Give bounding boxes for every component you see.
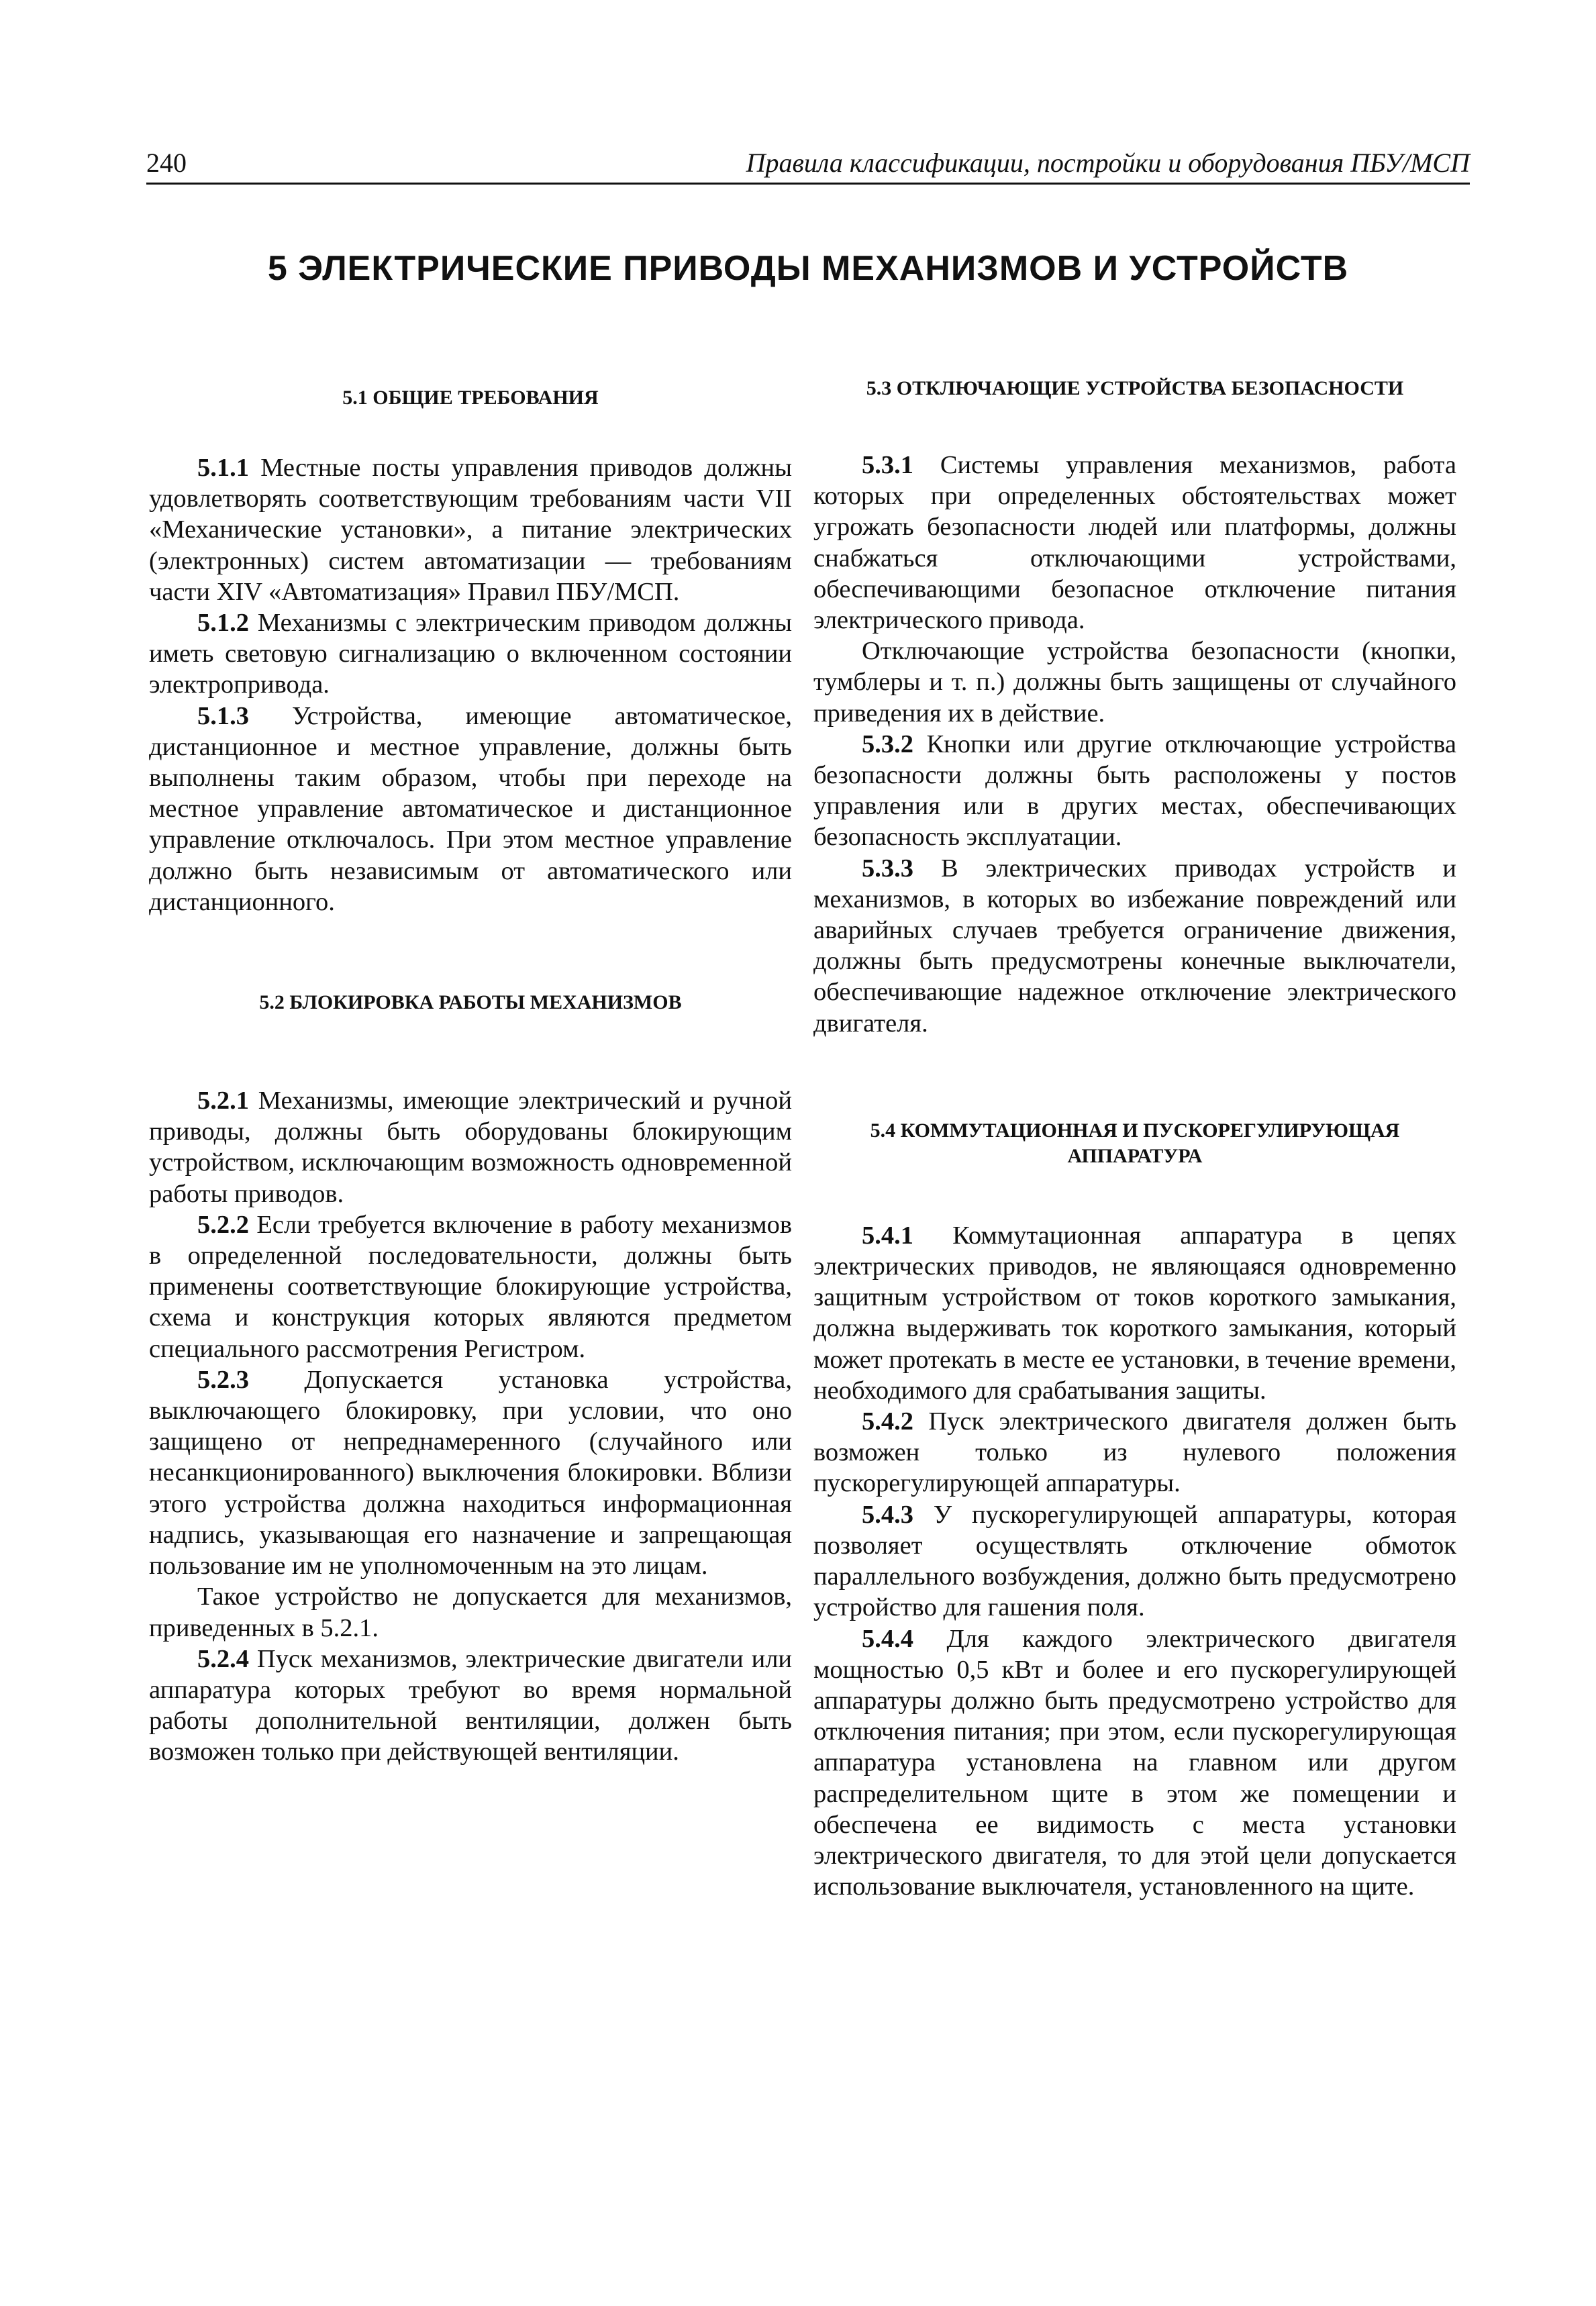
paragraph-5-2-4 (149, 1644, 792, 1768)
clause-text: Отключающие устройства безопасности (кнопки, тумблеры и т. п.) должны быть защищены от случайного приведения их в действие. (813, 637, 1456, 728)
clause-text: Местные посты управления приводов должны удовлетворять соответствующим требованиям части VII «Механические установки», а питание электрических (электронных) систем автоматизации — требованиям части XIV «Автоматизация» Правил ПБУ/МСП. (149, 454, 792, 606)
clause-number: 5.1.1 (197, 454, 249, 482)
paragraph-5-1-3 (149, 701, 792, 917)
paragraph-5-2-1 (149, 1085, 792, 1209)
paragraph-5-4-1 (813, 1220, 1456, 1406)
paragraph-5-3-1-note (813, 636, 1456, 729)
paragraph-5-2-3-note (149, 1581, 792, 1643)
clause-number: 5.4.1 (862, 1221, 913, 1250)
clause-number: 5.2.3 (197, 1365, 249, 1394)
clause-number: 5.2.4 (197, 1644, 249, 1673)
paragraph-5-2-2 (149, 1209, 792, 1364)
clause-number: 5.4.2 (862, 1407, 913, 1436)
page-number: 240 (146, 148, 187, 178)
clause-number: 5.3.2 (862, 730, 913, 758)
clause-number: 5.1.3 (197, 701, 249, 730)
clause-text: Кнопки или другие отключающие устройства безопасности должны быть расположены у постов управления или в других местах, обеспечивающих безопасность эксплуатации. (813, 730, 1456, 852)
section-heading-5-4 (813, 1118, 1456, 1169)
clause-text: Пуск механизмов, электрические двигатели или аппаратура которых требуют во время нормальной работы дополнительной вентиляции, должен быть возможен только при действующей вентиляции. (149, 1644, 793, 1766)
section-heading-5-1: 5.1 ОБЩИЕ ТРЕБОВАНИЯ (342, 387, 599, 409)
clause-text: Коммутационная аппаратура в цепях электрических приводов, не являющаяся одновременно защитным устройством от токов короткого замыкания, должна выдерживать ток короткого замыкания, который может протекать в месте ее установки, в течение времени, необходимого для срабатывания защиты. (813, 1221, 1457, 1405)
paragraph-5-1-1 (149, 452, 792, 607)
clause-text: У пускорегулирующей аппаратуры, которая позволяет осуществлять отключение обмоток параллельного возбуждения, должно быть предусмотрено устройство для гашения поля. (813, 1500, 1456, 1622)
clause-text: В электрических приводах устройств и механизмов, в которых во избежание повреждений или аварийных случаев требуется ограничение движения, должны быть предусмотрены конечные выключатели, обеспечивающие надежное отключение электрического двигателя. (813, 854, 1456, 1038)
clause-number: 5.4.4 (862, 1624, 913, 1653)
clause-text: Механизмы, имеющие электрический и ручной приводы, должны быть оборудованы блокирующим устройством, исключающим возможность одновременной работы приводов. (149, 1087, 792, 1208)
clause-text: Для каждого электрического двигателя мощностью 0,5 кВт и более и его пускорегулирующей аппаратуры должно быть предусмотрено устройство для отключения питания; при этом, если пускорегулирующая аппаратура установлена на главном или другом распределительном щите в этом же помещении и обеспечена ее видимость с места установки электрического двигателя, то для этой цели допускается использование выключателя, установленного на щите. (813, 1624, 1456, 1901)
left-column (149, 376, 792, 1768)
paragraph-5-2-3 (149, 1364, 792, 1581)
clause-text: Устройства, имеющие автоматическое, дистанционное и местное управление, должны быть выполнены таким образом, чтобы при переходе на местное управление автоматическое и дистанционное управление отключалось. При этом местное управление должно быть независимым от автоматического или дистанционного. (149, 701, 793, 916)
section-heading-5-4-line1: 5.4 КОММУТАЦИОННАЯ И ПУСКОРЕГУЛИРУЮЩАЯ (870, 1119, 1400, 1142)
clause-text: Пуск электрического двигателя должен быть возможен только из нулевого положения пускорегулирующей аппаратуры. (813, 1407, 1457, 1498)
running-header (146, 141, 1470, 185)
clause-number: 5.4.3 (862, 1500, 913, 1529)
paragraph-5-3-2 (813, 729, 1456, 853)
clause-text: Системы управления механизмов, работа которых при определенных обстоятельствах может угрожать безопасности людей или платформы, должны снабжаться отключающими устройствами, обеспечивающими безопасное отключение питания электрического привода. (813, 451, 1456, 635)
paragraph-5-3-1 (813, 450, 1456, 636)
running-title: Правила классификации, постройки и оборудования ПБУ/МСП (746, 148, 1470, 178)
clause-number: 5.2.1 (197, 1087, 249, 1115)
right-column (813, 376, 1456, 1902)
clause-text: Допускается установка устройства, выключающего блокировку, при условии, что оно защищено от непреднамеренного (случайного или несанкционированного) выключения блокировки. Вблизи этого устройства должна находиться информационная надпись, указывающая его назначение и запрещающая пользование им не уполномоченным на это лицам. (149, 1365, 793, 1581)
clause-text: Такое устройство не допускается для механизмов, приведенных в 5.2.1. (149, 1583, 792, 1642)
clause-number: 5.1.2 (197, 609, 249, 638)
clause-number: 5.3.3 (862, 854, 913, 883)
paragraph-5-4-3 (813, 1499, 1456, 1623)
paragraph-5-4-2 (813, 1406, 1456, 1499)
section-heading-5-2: 5.2 БЛОКИРОВКА РАБОТЫ МЕХАНИЗМОВ (259, 991, 682, 1014)
section-heading-5-3: 5.3 ОТКЛЮЧАЮЩИЕ УСТРОЙСТВА БЕЗОПАСНОСТИ (866, 377, 1404, 399)
clause-number: 5.2.2 (197, 1210, 249, 1239)
paragraph-5-3-3 (813, 853, 1456, 1039)
paragraph-5-1-2 (149, 607, 792, 701)
clause-text: Механизмы с электрическим приводом должны иметь световую сигнализацию о включенном состоянии электропривода. (149, 609, 792, 699)
chapter-title: 5 ЭЛЕКТРИЧЕСКИЕ ПРИВОДЫ МЕХАНИЗМОВ И УСТРОЙСТВ (267, 249, 1349, 288)
section-heading-5-4-line2: АППАРАТУРА (1067, 1144, 1203, 1167)
clause-text: Если требуется включение в работу механизмов в определенной последовательности, должны быть применены соответствующие блокирующие устройства, схема и конструкция которых являются предметом специального рассмотрения Регистром. (149, 1210, 793, 1363)
clause-number: 5.3.1 (862, 451, 913, 479)
paragraph-5-4-4 (813, 1623, 1456, 1903)
